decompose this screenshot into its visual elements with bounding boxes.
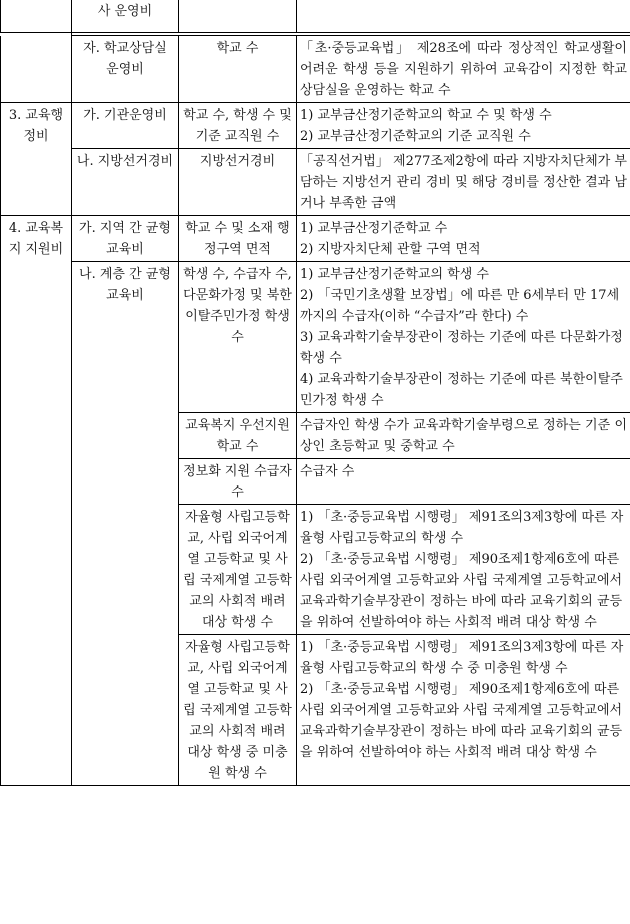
list-item: 2) 「초·중등교육법 시행령」 제90조제1항제6호에 따른 사립 외국어계열 고등학교와 사립 국제계열 고등학교에서 교육과학기술부장관이 정하는 바에 따라 교육기회의 균등을 위하여 선발하여야 하는 사회적 배려 대상 학생 수 — [300, 682, 623, 760]
description-cell — [297, 505, 630, 635]
description-cell: 수급자인 학생 수가 교육과학기술부령으로 정하는 기준 이상인 초등학교 및 중학교 수 — [297, 413, 630, 459]
sub-item-cell: 나. 계층 간 균형교육비 — [72, 262, 179, 786]
table-row — [1, 103, 630, 149]
basis-cell: 학교 수 및 소재 행정구역 면적 — [179, 216, 297, 262]
table-row — [1, 0, 630, 33]
list-item: 1) 「초·중등교육법 시행령」 제91조의3제3항에 따른 자율형 사립고등학교의 학생 수 — [300, 510, 624, 546]
list-item: 3) 교육과학기술부장관이 정하는 기준에 따른 다문화가정 학생 수 — [300, 330, 623, 366]
category-cell: 4. 교육복지 지원비 — [1, 216, 72, 786]
table-row — [1, 149, 630, 216]
sub-item-cell: 나. 지방선거경비 — [72, 149, 179, 216]
basis-cell: 자율형 사립고등학교, 사립 외국어계열 고등학교 및 사립 국제계열 고등학교의 사회적 배려 대상 학생 중 미충원 학생 수 — [179, 635, 297, 786]
basis-cell: 학교 수 — [179, 36, 297, 103]
list-item: 2) 교부금산정기준학교의 기준 교직원 수 — [300, 129, 531, 144]
list-item: 1) 교부금산정기준학교의 학생 수 — [300, 267, 489, 282]
basis-cell: 정보화 지원 수급자 수 — [179, 459, 297, 505]
category-cell — [1, 0, 72, 33]
sub-item-cell: 가. 지역 간 균형교육비 — [72, 216, 179, 262]
list-item: 2) 「초·중등교육법 시행령」 제90조제1항제6호에 따른 사립 외국어계열 고등학교와 사립 국제계열 고등학교에서 교육과학기술부장관이 정하는 바에 따라 교육기회의 균등을 위하여 선발하여야 하는 사회적 배려 대상 학생 수 — [300, 552, 623, 630]
category-cell — [1, 36, 72, 103]
list-item: 1) 교부금산정기준학교의 학교 수 및 학생 수 — [300, 108, 552, 123]
list-item: 4) 교육과학기술부장관이 정하는 기준에 따른 북한이탈주민가정 학생 수 — [300, 372, 623, 408]
list-item: 2) 지방자치단체 관할 구역 면적 — [300, 242, 481, 257]
basis-cell — [179, 0, 297, 33]
list-item: 1) 교부금산정기준학교 수 — [300, 221, 448, 236]
list-item: 1) 「초·중등교육법 시행령」 제91조의3제3항에 따른 자율형 사립고등학교의 학생 수 중 미충원 학생 수 — [300, 640, 624, 676]
sub-item-cell: 사 운영비 — [72, 0, 179, 33]
description-cell — [297, 216, 630, 262]
sub-item-cell: 가. 기관운영비 — [72, 103, 179, 149]
sub-item-cell: 자. 학교상담실 운영비 — [72, 36, 179, 103]
description-cell: 「공직선거법」 제277조제2항에 따라 지방자치단체가 부담하는 지방선거 관리 경비 및 해당 경비를 정산한 결과 남거나 부족한 금액 — [297, 149, 630, 216]
basis-cell: 교육복지 우선지원 학교 수 — [179, 413, 297, 459]
description-cell — [297, 635, 630, 786]
description-cell — [297, 262, 630, 413]
basis-cell: 지방선거경비 — [179, 149, 297, 216]
basis-cell: 자율형 사립고등학교, 사립 외국어계열 고등학교 및 사립 국제계열 고등학교의 사회적 배려 대상 학생 수 — [179, 505, 297, 635]
description-cell: 수급자 수 — [297, 459, 630, 505]
table-row — [1, 36, 630, 103]
table-row — [1, 216, 630, 262]
list-item: 2) 「국민기초생활 보장법」에 따른 만 6세부터 만 17세까지의 수급자(이하 “수급자”라 한다) 수 — [300, 288, 620, 324]
table-row — [1, 262, 630, 413]
description-cell — [297, 103, 630, 149]
category-cell: 3. 교육행정비 — [1, 103, 72, 216]
basis-cell: 학생 수, 수급자 수, 다문화가정 및 북한이탈주민가정 학생 수 — [179, 262, 297, 413]
description-cell: 「초·중등교육법」 제28조에 따라 정상적인 학교생활이 어려운 학생 등을 지원하기 위하여 교육감이 지정한 학교상담실을 운영하는 학교 수 — [297, 36, 630, 103]
description-cell — [297, 0, 630, 33]
basis-cell: 학교 수, 학생 수 및 기준 교직원 수 — [179, 103, 297, 149]
